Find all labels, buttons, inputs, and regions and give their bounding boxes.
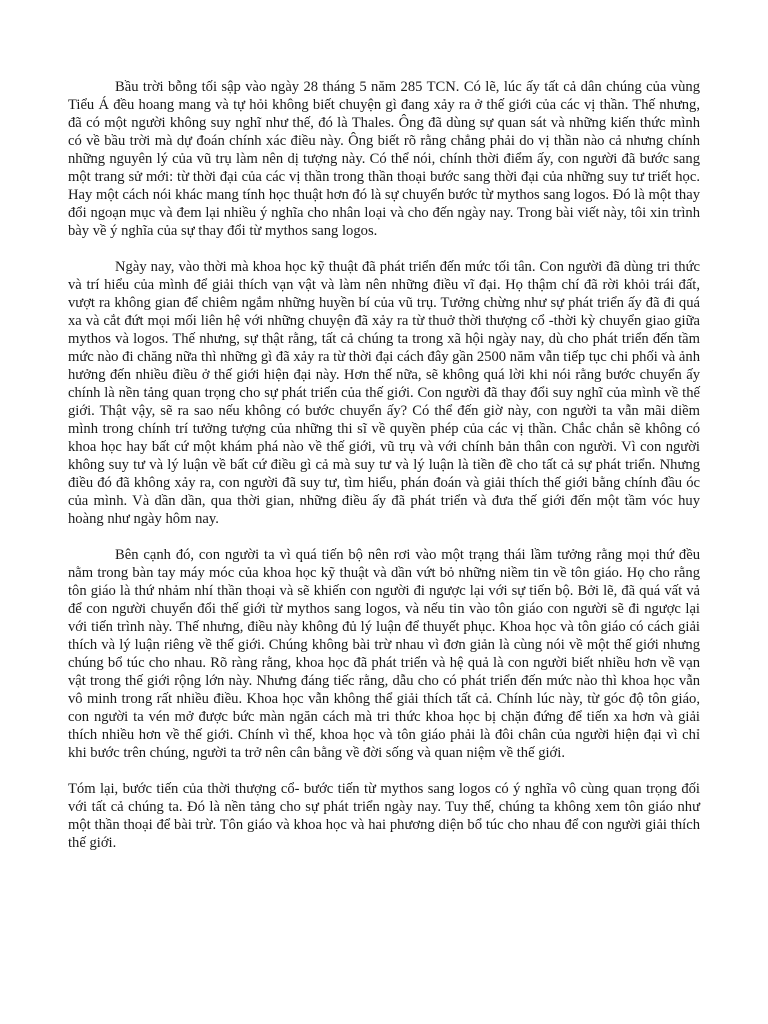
paragraph-3: Bên cạnh đó, con người ta vì quá tiến bộ nên rơi vào một trạng thái lầm tưởng rằng mọi thứ đều nằm trong bàn tay máy móc của khoa học kỹ thuật và dần vứt bỏ những niềm tin về tôn giáo. Họ cho rằng tôn giáo là thứ nhảm nhí thần thoại và sẽ khiến con người đi ngược lại với sự tiến bộ. Bởi lẽ, đã quá vất vả để con người chuyển đổi thế giới từ mythos sang logos, và nếu tin vào tôn giáo con người sẽ đi ngược lại với tiến trình này. Thế nhưng, điều này không đủ lý luận để thuyết phục. Khoa học và tôn giáo có cách giải thích và lý luận riêng về thế giới. Chúng không bài trừ nhau vì đơn giản là cùng nói về một thế giới nhưng chúng bổ túc cho nhau. Rõ ràng rằng, khoa học đã phát triển và hệ quả là con người biết nhiều hơn về vạn vật trong thế giới rộng lớn này. Nhưng đáng tiếc rằng, dẫu cho có phát triển đến mức nào thì khoa học vẫn vô minh trong rất nhiều điều. Khoa học vẫn không thể giải thích tất cả. Chính lúc này, từ góc độ tôn giáo, con người ta vén mở được bức màn ngăn cách mà tri thức khoa học bị chặn đứng để tiến xa hơn và giải thích nhiều hơn về thế giới. Chính vì thế, khoa học và tôn giáo phải là đôi chân của người hiện đại vì chỉ khi bước trên chúng, người ta trở nên cân bằng về đời sống và quan niệm về thế giới. — [68, 547, 700, 761]
paragraph-1: Bầu trời bỗng tối sập vào ngày 28 tháng 5 năm 285 TCN. Có lẽ, lúc ấy tất cả dân chúng của vùng Tiểu Á đều hoang mang và tự hỏi không biết chuyện gì đang xảy ra ở thế giới của các vị thần. Thế nhưng, đã có một người không suy nghĩ như thế, đó là Thales. Ông đã dùng sự quan sát và những kiến thức mình có về bầu trời mà dự đoán chính xác điều này. Ông biết rõ rằng chẳng phải do vị thần nào cả nhưng chính những nguyên lý của vũ trụ làm nên dị tượng này. Có thể nói, chính thời điểm ấy, con người đã bước sang một trang sử mới: từ thời đại của các vị thần trong thần thoại bước sang thời đại của những suy tư triết học. Hay một cách nói khác mang tính học thuật hơn đó là sự chuyển bước từ mythos sang logos. Đó là một thay đổi ngoạn mục và đem lại nhiều ý nghĩa cho nhân loại và cho đến ngày nay. Trong bài viết này, tôi xin trình bày về ý nghĩa của sự thay đổi từ mythos sang logos. — [68, 79, 700, 239]
paragraph-2: Ngày nay, vào thời mà khoa học kỹ thuật đã phát triển đến mức tối tân. Con người đã dùng tri thức và trí hiểu của mình để giải thích vạn vật và làm nên những điều vĩ đại. Họ thậm chí đã rời khỏi trái đất, vượt ra không gian để chiêm ngắm những huyền bí của vũ trụ. Tưởng chừng như sự phát triển ấy đã đi quá xa và cắt đứt mọi mối liên hệ với những chuyện đã xảy ra từ thuở thời thượng cổ -thời kỳ chuyển giao giữa mythos và logos. Thế nhưng, sự thật rằng, tất cả chúng ta trong xã hội ngày nay, dù cho phát triển đến tầm mức nào đi chăng nữa thì những gì đã xảy ra từ thời đại cách đây gần 2500 năm vẫn tiếp tục chi phối và ảnh hưởng đến nhiều điều ở thế giới hiện đại này. Hơn thế nữa, sẽ không quá lời khi nói rằng bước chuyển ấy chính là nền tảng quan trọng cho sự phát triển của thế giới. Con người đã thay đổi suy nghĩ của mình về thế giới. Thật vậy, sẽ ra sao nếu không có bước chuyển ấy? Có thể đến giờ này, con người ta vẫn mãi diềm mình trong chính trí tưởng tượng của những thi sĩ về quyền phép của các vị thần. Chắc chắn sẽ không có khoa học hay bất cứ một khám phá nào về thế giới, vũ trụ và với chính bản thân con người. Vì con người không suy tư và lý luận về bất cứ điều gì cả mà suy tư và lý luận là tiền đề cho tất cả sự phát triển. Nhưng điều đó đã không xảy ra, con người đã suy tư, tìm hiểu, phán đoán và giải thích thế giới bằng chính đầu óc của mình. Và dần dần, qua thời gian, những điều ấy đã phát triển và đưa thế giới đến một tầm vóc huy hoàng như ngày hôm nay. — [68, 259, 700, 527]
document-body — [68, 78, 700, 852]
paragraph-4: Tóm lại, bước tiến của thời thượng cổ- bước tiến từ mythos sang logos có ý nghĩa vô cùng quan trọng đối với tất cả chúng ta. Đó là nền tảng cho sự phát triển ngày nay. Tuy thế, chúng ta không xem tôn giáo như một thần thoại để bài trừ. Tôn giáo và khoa học và hai phương diện bổ túc cho nhau để con người giải thích thế giới. — [68, 781, 700, 851]
